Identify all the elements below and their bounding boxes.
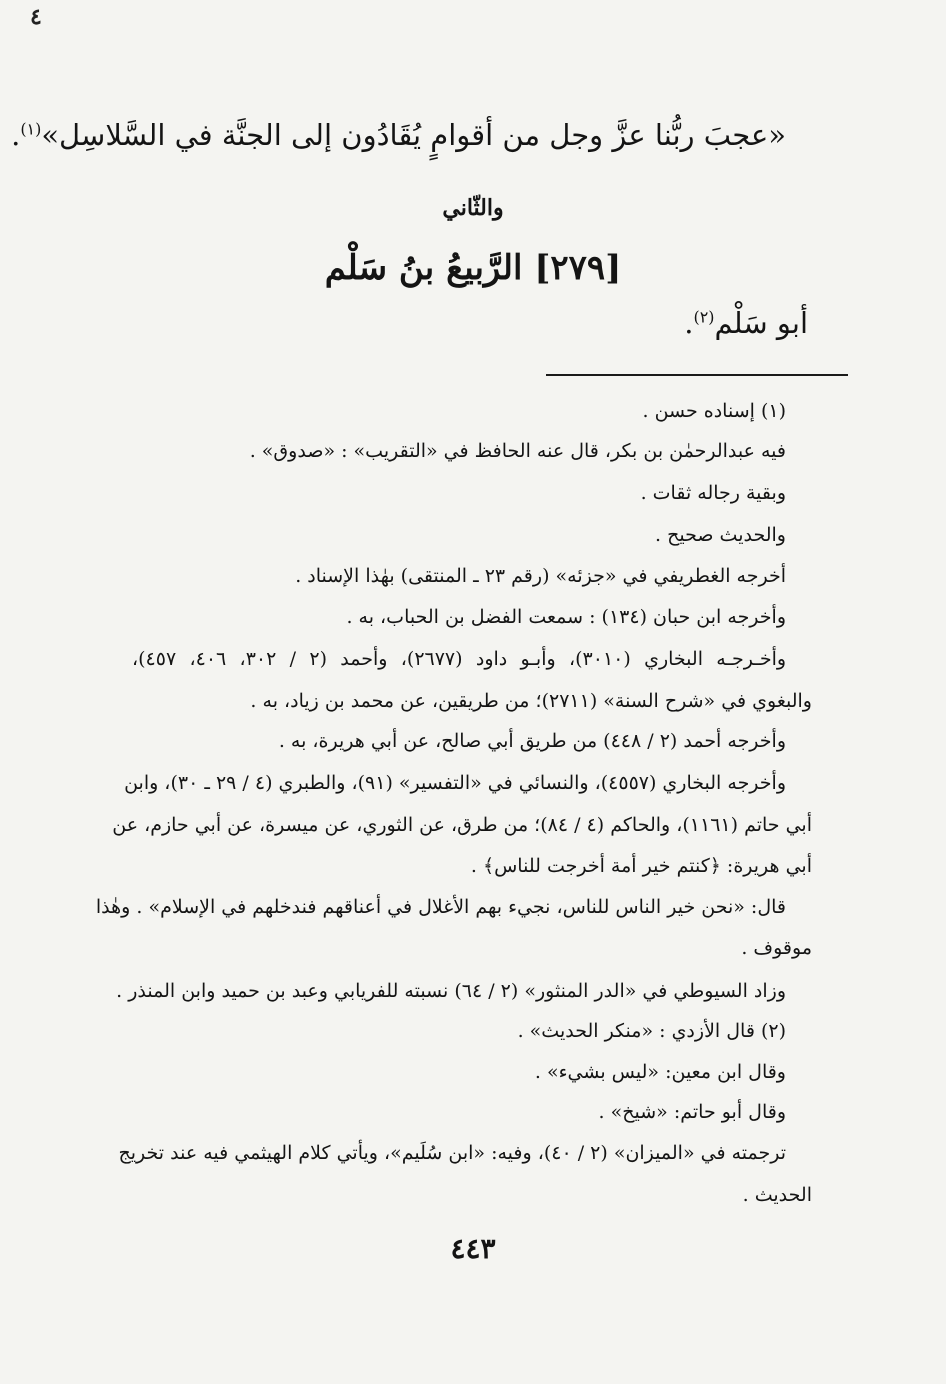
page-number: ٤٤٣ — [450, 1232, 496, 1265]
footnote-line: والبغوي في «شرح السنة» (٢٧١١)؛ من طريقين، عن محمد بن زياد، به . — [250, 690, 812, 712]
footnote-ref-2: (٢) — [693, 307, 715, 327]
footnote-line: وقال ابن معين: «ليس بشيء» . — [534, 1061, 786, 1083]
footnote-line: وبقية رجاله ثقات . — [640, 482, 786, 504]
footnote-line: وأخـرجـه البخاري (٣٠١٠)، وأبـو داود (٢٦٧٧)، وأحمد (٢ / ٣٠٢، ٤٠٦، ٤٥٧)، — [132, 648, 787, 670]
footnote-line: قال: «نحن خير الناس للناس، نجيء بهم الأغلال في أعناقهم فندخلهم في الإسلام» . وهٰذا — [95, 896, 786, 918]
kunya-line — [684, 306, 808, 340]
footnote-line: ترجمته في «الميزان» (٢ / ٤٠)، وفيه: «ابن سُلَيم»، ويأتي كلام الهيثمي فيه عند تخريج — [118, 1142, 786, 1164]
footnote-line: فيه عبدالرحمٰن بن بكر، قال عنه الحافظ في «التقريب» : «صدوق» . — [249, 440, 786, 462]
footnote-line: وأخرجه ابن حبان (١٣٤) : سمعت الفضل بن الحباب، به . — [346, 606, 786, 628]
entry-title: [٢٧٩] الرَّبيعُ بنُ سَلْم — [324, 248, 622, 288]
kunya-text: أبو سَلْم — [714, 306, 808, 340]
footnote-line: وأخرجه البخاري (٤٥٥٧)، والنسائي في «التفسير» (٩١)، والطبري (٤ / ٢٩ ـ ٣٠)، وابن — [124, 772, 786, 794]
footnote-line: الحديث . — [742, 1184, 812, 1206]
hadith-quote: «عجبَ ربُّنا عزَّ وجل من أقوامٍ يُقَادُون إلى الجنَّة في السَّلاسِل» — [41, 118, 786, 152]
kunya-end: . — [684, 306, 694, 340]
corner-mark: ٤ — [30, 4, 42, 30]
hadith-text — [11, 118, 786, 152]
footnote-line: (٢) قال الأزدي : «منكر الحديث» . — [517, 1020, 786, 1042]
footnote-line: موقوف . — [741, 937, 812, 959]
footnote-line: والحديث صحيح . — [655, 524, 786, 546]
footnote-line: وقال أبو حاتم: «شيخ» . — [598, 1101, 786, 1123]
footnote-line: أخرجه الغطريفي في «جزئه» (رقم ٢٣ ـ المنتقى) بهٰذا الإسناد . — [295, 565, 786, 587]
footnote-line: أبي هريرة: ﴿كنتم خير أمة أخرجت للناس﴾ . — [470, 855, 812, 877]
footnote-line: (١) إسناده حسن . — [642, 400, 786, 422]
footnote-line: أبي حاتم (١١٦١)، والحاكم (٤ / ٨٤)؛ من طرق، عن الثوري، عن ميسرة، عن أبي حازم، عن — [112, 814, 812, 836]
footnote-line: وزاد السيوطي في «الدر المنثور» (٢ / ٦٤) نسبته للفريابي وعبد بن حميد وابن المنذر . — [116, 980, 786, 1002]
footnote-separator — [546, 374, 848, 376]
footnote-line: وأخرجه أحمد (٢ / ٤٤٨) من طريق أبي صالح، عن أبي هريرة، به . — [278, 730, 786, 752]
hadith-end: . — [11, 118, 21, 152]
footnote-ref-1: (١) — [20, 119, 42, 139]
subheading: والثّاني — [442, 195, 504, 221]
